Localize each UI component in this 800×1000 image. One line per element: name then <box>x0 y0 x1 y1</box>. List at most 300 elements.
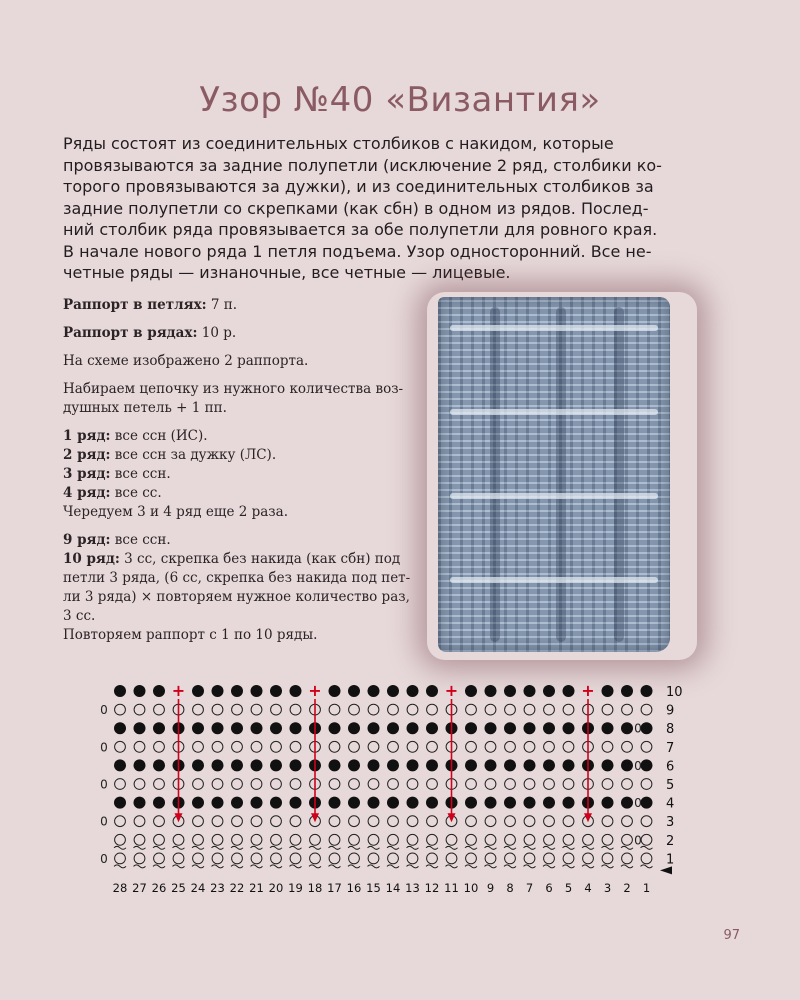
chart-open-stitch <box>407 834 418 845</box>
chart-open-stitch <box>524 834 535 845</box>
chart-tilde-mark <box>192 865 204 868</box>
intro-line: В начале нового ряда 1 петля подъема. Узор односторонний. Все не- <box>63 241 652 261</box>
chart-open-stitch <box>485 779 496 790</box>
chart-open-stitch <box>232 816 243 827</box>
chart-tilde-mark <box>153 846 165 849</box>
chart-row-label: 1 <box>666 852 675 868</box>
chart-filled-stitch <box>192 685 204 697</box>
chart-open-stitch <box>641 779 652 790</box>
chart-open-stitch <box>544 816 555 827</box>
chart-filled-stitch <box>641 759 653 771</box>
chart-tilde-mark <box>621 865 633 868</box>
chart-red-arrow <box>311 813 319 822</box>
row-start-mark: 0 <box>100 703 108 718</box>
chart-open-stitch <box>251 741 262 752</box>
chart-open-stitch <box>622 853 633 864</box>
chart-filled-stitch <box>270 759 282 771</box>
chart-open-stitch <box>427 704 438 715</box>
cast-on-line: Набираем цепочку из нужного количества воз- <box>63 381 404 397</box>
chart-filled-stitch <box>563 759 575 771</box>
chart-filled-stitch <box>602 759 614 771</box>
chart-open-stitch <box>427 834 438 845</box>
intro-line: четные ряды — изнаночные, все четные — лицевые. <box>63 263 511 282</box>
chart-open-stitch <box>505 741 516 752</box>
chart-filled-stitch <box>465 685 477 697</box>
chart-open-stitch <box>446 853 457 864</box>
chart-column-label: 28 <box>112 881 128 895</box>
chart-open-stitch <box>583 853 594 864</box>
chart-filled-stitch <box>387 685 399 697</box>
chart-column-label: 15 <box>366 881 381 895</box>
chart-tilde-mark <box>563 865 575 868</box>
chart-column-label: 8 <box>506 881 514 895</box>
chart-open-stitch <box>193 779 204 790</box>
chart-open-stitch <box>466 779 477 790</box>
chart-open-stitch <box>251 779 262 790</box>
chart-filled-stitch <box>368 797 380 809</box>
chart-row-label: 9 <box>666 703 675 719</box>
cast-on-line: душных петель + 1 пп. <box>63 400 227 416</box>
chart-open-stitch <box>212 741 223 752</box>
chart-column-label: 21 <box>249 881 264 895</box>
chart-open-stitch <box>271 853 282 864</box>
chart-filled-stitch <box>426 685 438 697</box>
chart-open-stitch <box>193 741 204 752</box>
chart-column-label: 20 <box>268 881 284 895</box>
chart-open-stitch <box>368 853 379 864</box>
chart-open-stitch <box>232 741 243 752</box>
chart-filled-stitch <box>524 759 536 771</box>
chart-open-stitch <box>329 779 340 790</box>
chart-filled-stitch <box>153 685 165 697</box>
chart-tilde-mark <box>504 846 516 849</box>
chart-filled-stitch <box>485 797 497 809</box>
row-1-label: 1 ряд: <box>63 428 111 444</box>
chart-open-stitch <box>602 741 613 752</box>
chart-filled-stitch <box>563 797 575 809</box>
chart-open-stitch <box>232 853 243 864</box>
chart-column-label: 22 <box>229 881 245 895</box>
chart-column-label: 23 <box>210 881 225 895</box>
chart-open-stitch <box>212 834 223 845</box>
chart-tilde-mark <box>524 846 536 849</box>
chart-filled-stitch <box>504 685 516 697</box>
chart-filled-stitch <box>114 759 126 771</box>
chart-row-label: 2 <box>666 833 675 849</box>
chart-open-stitch <box>173 853 184 864</box>
chart-tilde-mark <box>329 846 341 849</box>
chart-column-label: 14 <box>385 881 401 895</box>
rapport-rows-value: 10 р. <box>197 325 237 341</box>
chart-filled-stitch <box>134 722 146 734</box>
row-end-mark: 0 <box>634 721 642 736</box>
intro-line: задние полупетли со скрепками (как сбн) в одном из рядов. Послед- <box>63 198 649 218</box>
chart-open-stitch <box>154 816 165 827</box>
chart-tilde-mark <box>134 865 146 868</box>
chart-column-label: 24 <box>190 881 206 895</box>
chart-filled-stitch <box>602 722 614 734</box>
chart-open-stitch <box>485 834 496 845</box>
chart-open-stitch <box>115 834 126 845</box>
chart-open-stitch <box>115 853 126 864</box>
chart-open-stitch <box>251 853 262 864</box>
chart-open-stitch <box>544 834 555 845</box>
row-end-mark: 0 <box>634 833 642 848</box>
swatch-stitch-band <box>450 409 658 415</box>
chart-open-stitch <box>115 741 126 752</box>
swatch-stitch-band <box>450 577 658 583</box>
chart-plus-mark: + <box>581 681 595 700</box>
chart-filled-stitch <box>504 759 516 771</box>
stitch-chart <box>90 676 700 898</box>
chart-tilde-mark <box>231 846 243 849</box>
chart-filled-stitch <box>368 759 380 771</box>
chart-open-stitch <box>505 816 516 827</box>
rapport-rows-label: Раппорт в рядах: <box>63 325 198 341</box>
chart-filled-stitch <box>192 722 204 734</box>
cast-on-text <box>63 380 404 418</box>
chart-tilde-mark <box>290 865 302 868</box>
chart-tilde-mark <box>153 865 165 868</box>
intro-line: торого провязываются за дужки), и из соединительных столбиков за <box>63 177 654 196</box>
row-end-mark: 0 <box>634 796 642 811</box>
chart-tilde-mark <box>485 846 497 849</box>
chart-filled-stitch <box>465 797 477 809</box>
chart-open-stitch <box>641 853 652 864</box>
chart-open-stitch <box>427 741 438 752</box>
chart-tilde-mark <box>426 865 438 868</box>
chart-tilde-mark <box>446 865 458 868</box>
chart-open-stitch <box>212 704 223 715</box>
chart-tilde-mark <box>251 865 263 868</box>
chart-open-stitch <box>134 816 145 827</box>
chart-column-label: 1 <box>642 881 651 895</box>
chart-tilde-mark <box>387 865 399 868</box>
chart-open-stitch <box>466 853 477 864</box>
chart-open-stitch <box>349 741 360 752</box>
chart-filled-stitch <box>407 685 419 697</box>
chart-red-arrow <box>584 813 592 822</box>
chart-open-stitch <box>290 704 301 715</box>
chart-filled-stitch <box>114 722 126 734</box>
chart-tilde-mark <box>465 846 477 849</box>
chart-open-stitch <box>329 834 340 845</box>
chart-open-stitch <box>232 834 243 845</box>
chart-open-stitch <box>251 834 262 845</box>
chart-filled-stitch <box>387 759 399 771</box>
chart-filled-stitch <box>134 759 146 771</box>
chart-filled-stitch <box>348 797 360 809</box>
chart-row-label: 5 <box>666 778 675 793</box>
chart-tilde-mark <box>407 846 419 849</box>
chart-tilde-mark <box>212 846 224 849</box>
chart-filled-stitch <box>621 722 633 734</box>
chart-column-label: 7 <box>525 881 534 895</box>
chart-open-stitch <box>329 853 340 864</box>
chart-filled-stitch <box>290 685 302 697</box>
chart-open-stitch <box>154 779 165 790</box>
chart-filled-stitch <box>621 759 633 771</box>
row-start-mark: 0 <box>100 851 108 866</box>
chart-plus-mark: + <box>171 681 186 700</box>
chart-column-label: 25 <box>171 881 186 895</box>
row-10-line: ли 3 ряда) × повторяем нужное количество раз, <box>63 589 410 605</box>
chart-open-stitch <box>524 741 535 752</box>
chart-open-stitch <box>251 816 262 827</box>
chart-open-stitch <box>115 779 126 790</box>
chart-column-label: 3 <box>603 881 612 895</box>
chart-tilde-mark <box>602 865 614 868</box>
row-3-label: 3 ряд: <box>63 466 111 482</box>
chart-tilde-mark <box>368 865 380 868</box>
rapport-loops-label: Раппорт в петлях: <box>63 297 207 313</box>
swatch-stitch-band <box>450 325 658 331</box>
chart-open-stitch <box>232 779 243 790</box>
chart-tilde-mark <box>582 865 594 868</box>
chart-filled-stitch <box>641 685 653 697</box>
chart-open-stitch <box>641 741 652 752</box>
intro-line: провязываются за задние полупетли (исключение 2 ряд, столбики ко- <box>63 155 662 175</box>
chart-open-stitch <box>134 704 145 715</box>
swatch-groove <box>556 307 566 642</box>
chart-row-label: 3 <box>666 815 675 831</box>
chart-open-stitch <box>251 704 262 715</box>
chart-open-stitch <box>407 704 418 715</box>
chart-open-stitch <box>349 779 360 790</box>
chart-filled-stitch <box>348 759 360 771</box>
chart-tilde-mark <box>134 846 146 849</box>
row-4-step <box>63 484 383 503</box>
chart-open-stitch <box>290 741 301 752</box>
chart-open-stitch <box>427 816 438 827</box>
chart-open-stitch <box>154 853 165 864</box>
row-2-value: все ссн за дужку (ЛС). <box>110 447 277 463</box>
chart-row-label: 6 <box>666 759 675 775</box>
chart-open-stitch <box>290 834 301 845</box>
chart-filled-stitch <box>602 685 614 697</box>
row-1-value: все ссн (ИС). <box>110 428 208 444</box>
chart-column-label: 6 <box>545 881 553 895</box>
chart-open-stitch <box>349 853 360 864</box>
chart-filled-stitch <box>465 759 477 771</box>
chart-row-label: 8 <box>666 722 675 738</box>
chart-column-label: 12 <box>424 881 440 895</box>
chart-open-stitch <box>563 741 574 752</box>
swatch-stitch-band <box>450 493 658 499</box>
chart-open-stitch <box>349 704 360 715</box>
chart-filled-stitch <box>426 797 438 809</box>
chart-filled-stitch <box>348 685 360 697</box>
chart-tilde-mark <box>563 846 575 849</box>
row-10-line <box>63 550 401 569</box>
chart-filled-stitch <box>524 797 536 809</box>
chart-open-stitch <box>524 704 535 715</box>
chart-tilde-mark <box>621 846 633 849</box>
row-start-mark: 0 <box>100 740 108 755</box>
chart-open-stitch <box>563 816 574 827</box>
chart-filled-stitch <box>524 685 536 697</box>
chart-tilde-mark <box>348 846 360 849</box>
chart-open-stitch <box>602 816 613 827</box>
chart-open-stitch <box>485 741 496 752</box>
chart-open-stitch <box>563 704 574 715</box>
intro-paragraph <box>63 133 717 284</box>
rapport-loops <box>63 296 383 315</box>
chart-open-stitch <box>602 834 613 845</box>
chart-tilde-mark <box>270 865 282 868</box>
chart-open-stitch <box>349 816 360 827</box>
chart-open-stitch <box>407 779 418 790</box>
chart-column-label: 4 <box>584 881 592 895</box>
chart-filled-stitch <box>251 759 263 771</box>
chart-column-label: 5 <box>564 881 573 895</box>
chart-filled-stitch <box>134 685 146 697</box>
chart-column-label: 10 <box>463 881 479 895</box>
chart-open-stitch <box>622 816 633 827</box>
chart-tilde-mark <box>173 865 185 868</box>
chart-filled-stitch <box>251 797 263 809</box>
chart-filled-stitch <box>563 685 575 697</box>
chart-open-stitch <box>427 853 438 864</box>
row-10-label: 10 ряд: <box>63 551 120 567</box>
chart-filled-stitch <box>212 759 224 771</box>
repeat-rapport: Повторяем раппорт с 1 по 10 ряды. <box>63 627 318 643</box>
chart-filled-stitch <box>192 797 204 809</box>
chart-tilde-mark <box>290 846 302 849</box>
chart-open-stitch <box>544 704 555 715</box>
chart-filled-stitch <box>621 797 633 809</box>
chart-tilde-mark <box>446 846 458 849</box>
chart-filled-stitch <box>485 685 497 697</box>
chart-filled-stitch <box>231 797 243 809</box>
chart-filled-stitch <box>641 797 653 809</box>
chart-open-stitch <box>212 779 223 790</box>
chart-open-stitch <box>134 853 145 864</box>
chart-open-stitch <box>563 834 574 845</box>
chart-open-stitch <box>368 741 379 752</box>
chart-column-label: 11 <box>444 881 459 895</box>
row-9-label: 9 ряд: <box>63 532 111 548</box>
chart-filled-stitch <box>348 722 360 734</box>
chart-open-stitch <box>329 741 340 752</box>
chart-filled-stitch <box>251 722 263 734</box>
chart-column-label: 13 <box>405 881 420 895</box>
chart-column-label: 19 <box>288 881 303 895</box>
chart-plus-mark: + <box>308 681 322 700</box>
row-10-line: петли 3 ряда, (6 сс, скрепка без накида под пет- <box>63 570 411 586</box>
chart-open-stitch <box>368 779 379 790</box>
chart-tilde-mark <box>641 846 653 849</box>
chart-tilde-mark <box>641 865 653 868</box>
chart-open-stitch <box>115 816 126 827</box>
chart-filled-stitch <box>270 797 282 809</box>
chart-filled-stitch <box>231 722 243 734</box>
chart-open-stitch <box>134 779 145 790</box>
chart-filled-stitch <box>407 722 419 734</box>
chart-open-stitch <box>154 741 165 752</box>
chart-open-stitch <box>505 704 516 715</box>
row-10-step <box>63 550 411 626</box>
chart-filled-stitch <box>153 722 165 734</box>
rapport-loops-value: 7 п. <box>206 297 238 313</box>
chart-tilde-mark <box>543 865 555 868</box>
row-9-step <box>63 531 383 550</box>
chart-tilde-mark <box>426 846 438 849</box>
chart-tilde-mark <box>173 846 185 849</box>
chart-filled-stitch <box>290 797 302 809</box>
chart-tilde-mark <box>602 846 614 849</box>
chart-open-stitch <box>154 704 165 715</box>
chart-filled-stitch <box>543 797 555 809</box>
chart-open-stitch <box>446 834 457 845</box>
chart-open-stitch <box>641 834 652 845</box>
rapport-rows <box>63 324 383 343</box>
chart-filled-stitch <box>114 797 126 809</box>
chart-open-stitch <box>641 704 652 715</box>
chart-filled-stitch <box>641 722 653 734</box>
chart-filled-stitch <box>114 685 126 697</box>
chart-filled-stitch <box>543 759 555 771</box>
chart-open-stitch <box>388 779 399 790</box>
chart-open-stitch <box>271 741 282 752</box>
chart-filled-stitch <box>231 685 243 697</box>
chart-filled-stitch <box>485 722 497 734</box>
chart-open-stitch <box>368 816 379 827</box>
chart-note: На схеме изображено 2 раппорта. <box>63 353 309 369</box>
row-1-step <box>63 427 383 446</box>
intro-line: ний столбик ряда провязывается за обе полупетли для ровного края. <box>63 220 658 239</box>
chart-open-stitch <box>602 779 613 790</box>
chart-tilde-mark <box>407 865 419 868</box>
chart-tilde-mark <box>504 865 516 868</box>
chart-open-stitch <box>563 853 574 864</box>
chart-open-stitch <box>485 853 496 864</box>
chart-filled-stitch <box>387 722 399 734</box>
chart-open-stitch <box>524 779 535 790</box>
chart-filled-stitch <box>426 759 438 771</box>
chart-open-stitch <box>466 816 477 827</box>
row-2-step <box>63 446 383 465</box>
chart-open-stitch <box>271 779 282 790</box>
chart-open-stitch <box>407 816 418 827</box>
chart-filled-stitch <box>504 722 516 734</box>
chart-open-stitch <box>290 816 301 827</box>
instructions-block <box>63 296 411 645</box>
chart-open-stitch <box>563 779 574 790</box>
row-4-label: 4 ряд: <box>63 485 111 501</box>
chart-open-stitch <box>466 704 477 715</box>
chart-filled-stitch <box>543 685 555 697</box>
chart-open-stitch <box>622 704 633 715</box>
chart-open-stitch <box>271 704 282 715</box>
chart-row-label: 10 <box>666 685 683 700</box>
chart-open-stitch <box>427 779 438 790</box>
chart-filled-stitch <box>329 759 341 771</box>
chart-column-label: 17 <box>327 881 342 895</box>
chart-plus-mark: + <box>444 681 459 700</box>
chart-open-stitch <box>505 834 516 845</box>
chart-tilde-mark <box>582 846 594 849</box>
chart-tilde-mark <box>485 865 497 868</box>
chart-open-stitch <box>505 779 516 790</box>
chart-filled-stitch <box>329 722 341 734</box>
chart-open-stitch <box>154 834 165 845</box>
chart-open-stitch <box>388 704 399 715</box>
chart-filled-stitch <box>368 722 380 734</box>
chart-open-stitch <box>407 853 418 864</box>
page-title: Узор №40 «Византия» <box>199 80 601 120</box>
row-3-step <box>63 465 383 484</box>
